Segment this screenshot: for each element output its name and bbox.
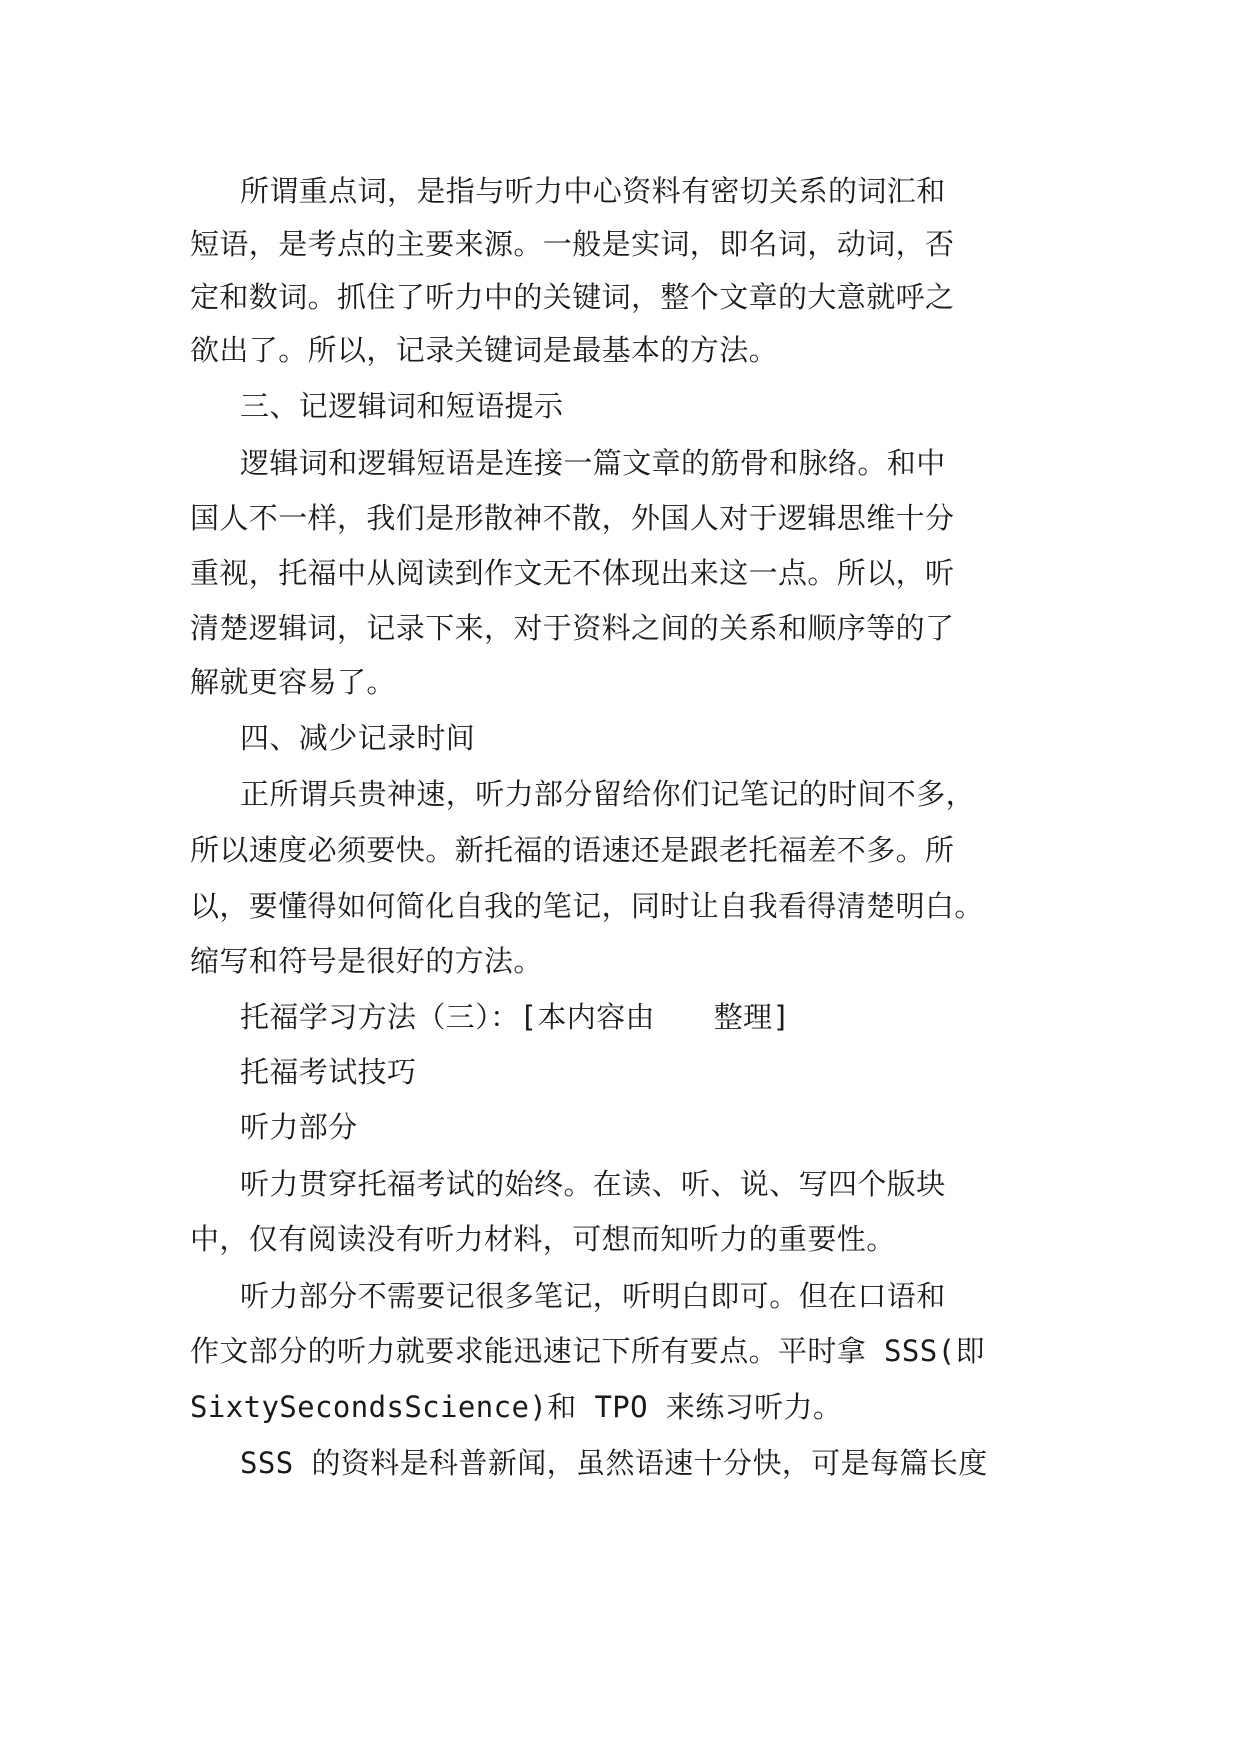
paragraph-line: 逻辑词和逻辑短语是连接一篇文章的筋骨和脉络。和中 <box>240 446 946 480</box>
section-heading: 托福考试技巧 <box>240 1055 417 1089</box>
section-heading: 三、记逻辑词和短语提示 <box>240 389 564 423</box>
paragraph-line: 以，要懂得如何简化自我的笔记，同时让自我看得清楚明白。 <box>190 889 984 923</box>
section-heading: 四、减少记录时间 <box>240 721 476 755</box>
section-heading: 听力部分 <box>240 1110 358 1144</box>
paragraph-line: 听力部分不需要记很多笔记，听明白即可。但在口语和 <box>240 1279 946 1313</box>
paragraph-line: SixtySecondsScience)和 TPO 来练习听力。 <box>190 1390 843 1424</box>
paragraph-line: 听力贯穿托福考试的始终。在读、听、说、写四个版块 <box>240 1167 946 1201</box>
paragraph-line: 清楚逻辑词，记录下来，对于资料之间的关系和顺序等的了 <box>190 611 955 645</box>
paragraph-line: 所以速度必须要快。新托福的语速还是跟老托福差不多。所 <box>190 833 955 867</box>
paragraph-line: 短语，是考点的主要来源。一般是实词，即名词，动词，否 <box>190 227 955 261</box>
paragraph-line: 中，仅有阅读没有听力材料，可想而知听力的重要性。 <box>190 1222 896 1256</box>
paragraph-line: 所谓重点词，是指与听力中心资料有密切关系的词汇和 <box>240 174 946 208</box>
paragraph-line: 重视，托福中从阅读到作文无不体现出来这一点。所以，听 <box>190 556 955 590</box>
paragraph-line: 国人不一样，我们是形散神不散，外国人对于逻辑思维十分 <box>190 501 955 535</box>
paragraph-line: 解就更容易了。 <box>190 665 396 699</box>
section-title: 托福学习方法（三）：[本内容由 整理] <box>240 1000 791 1034</box>
paragraph-line: 作文部分的听力就要求能迅速记下所有要点。平时拿 SSS(即 <box>190 1334 985 1368</box>
paragraph-line: 缩写和符号是很好的方法。 <box>190 944 543 978</box>
paragraph-line: SSS 的资料是科普新闻，虽然语速十分快，可是每篇长度 <box>240 1446 988 1480</box>
paragraph-line: 正所谓兵贵神速，听力部分留给你们记笔记的时间不多， <box>240 777 976 811</box>
paragraph-line: 定和数词。抓住了听力中的关键词，整个文章的大意就呼之 <box>190 280 955 314</box>
paragraph-line: 欲出了。所以，记录关键词是最基本的方法。 <box>190 333 779 367</box>
